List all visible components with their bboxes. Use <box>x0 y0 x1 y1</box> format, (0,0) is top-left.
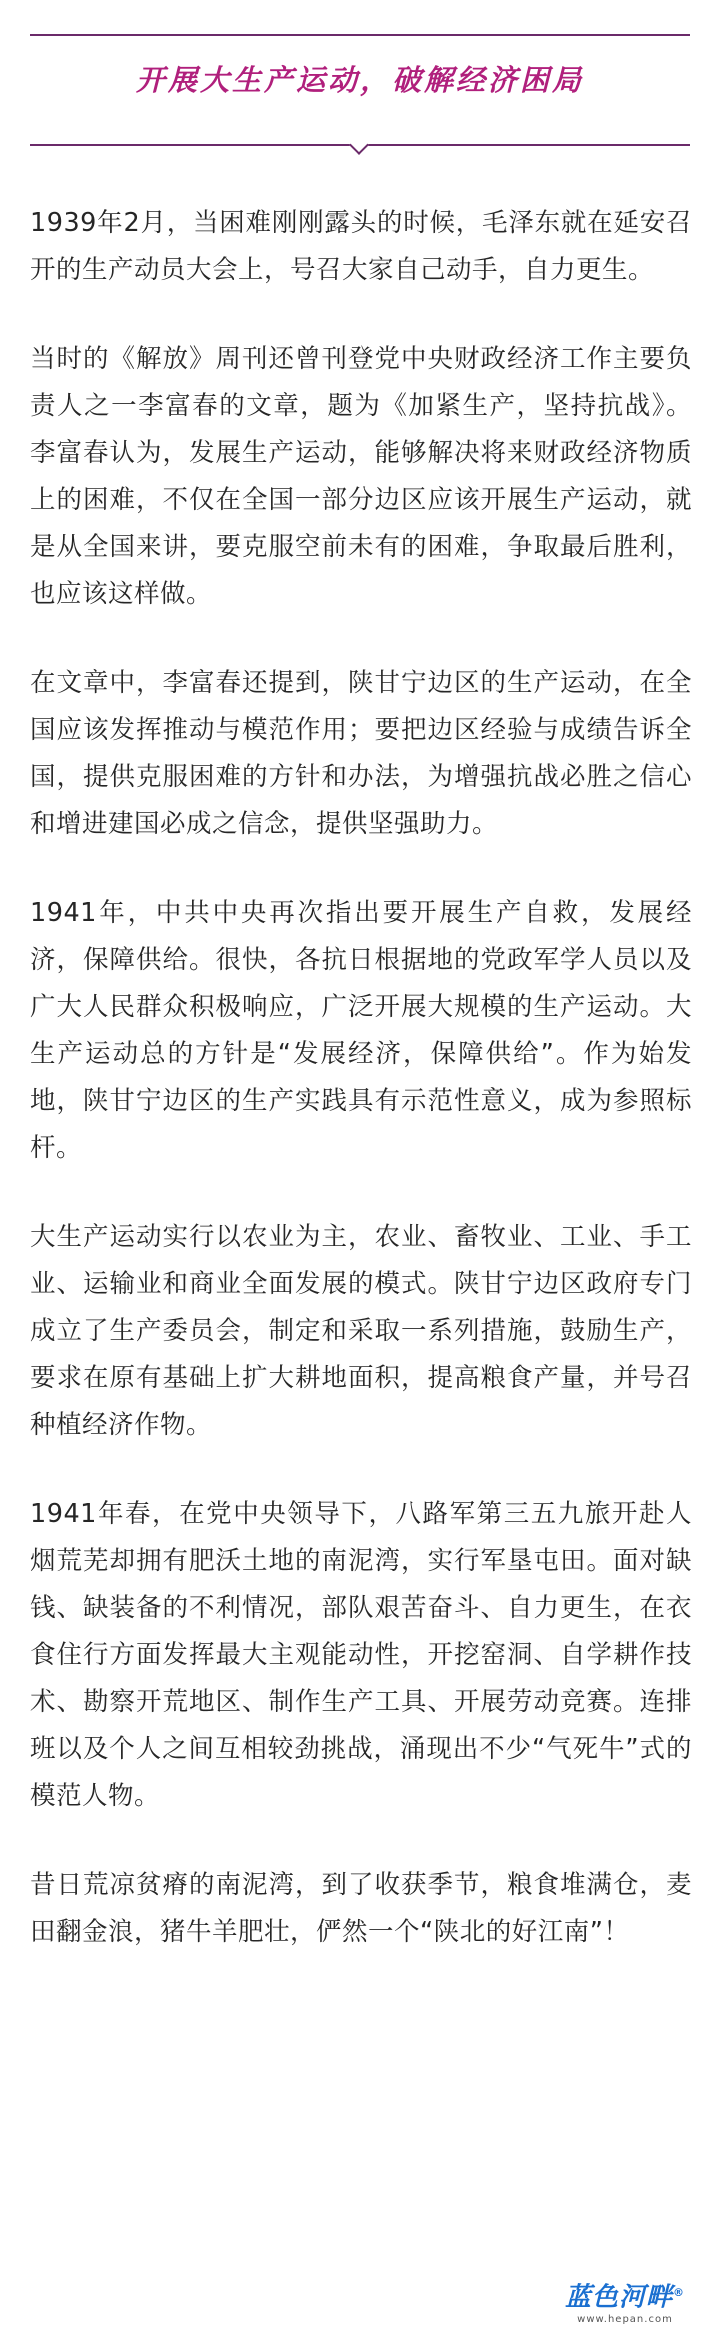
watermark-url: www.hepan.com <box>577 2313 673 2325</box>
header-notch-icon <box>349 135 369 155</box>
paragraph-4: 1941年，中共中央再次指出要开展生产自救，发展经济，保障供给。很快，各抗日根据地的党政军学人员以及广大人民群众积极响应，广泛开展大规模的生产运动。大生产运动总的方针是“发展经济，保障供给”。作为始发地，陕甘宁边区的生产实践具有示范性意义，成为参照标杆。 <box>30 898 692 1163</box>
paragraph-3: 在文章中，李富春还提到，陕甘宁边区的生产运动，在全国应该发挥推动与模范作用；要把边区经验与成绩告诉全国，提供克服困难的方针和办法，为增强抗战必胜之信心和增进建国必成之信念，提供坚强助力。 <box>30 668 692 839</box>
paragraph-1: 1939年2月，当困难刚刚露头的时候，毛泽东就在延安召开的生产动员大会上，号召大家自己动手，自力更生。 <box>30 208 692 285</box>
paragraph-6: 1941年春，在党中央领导下，八路军第三五九旅开赴人烟荒芜却拥有肥沃土地的南泥湾，实行军垦屯田。面对缺钱、缺装备的不利情况，部队艰苦奋斗、自力更生，在衣食住行方面发挥最大主观能动性，开挖窑洞、自学耕作技术、勘察开荒地区、制作生产工具、开展劳动竞赛。连排班以及个人之间互相较劲挑战，涌现出不少“气死牛”式的模范人物。 <box>30 1499 692 1811</box>
article-body <box>30 200 692 1998</box>
article-header <box>30 34 690 146</box>
paragraph-2: 当时的《解放》周刊还曾刊登党中央财政经济工作主要负责人之一李富春的文章，题为《加紧生产，坚持抗战》。李富春认为，发展生产运动，能够解决将来财政经济物质上的困难，不仅在全国一部分边区应该开展生产运动，就是从全国来讲，要克服空前未有的困难，争取最后胜利，也应该这样做。 <box>30 344 692 609</box>
site-watermark-logo <box>550 2278 700 2330</box>
watermark-text: 蓝色河畔® <box>564 2282 685 2313</box>
registered-mark-icon: ® <box>673 2286 685 2299</box>
paragraph-7: 昔日荒凉贫瘠的南泥湾，到了收获季节，粮食堆满仓，麦田翻金浪，猪牛羊肥壮，俨然一个“陕北的好江南”！ <box>30 1870 692 1947</box>
paragraph-5: 大生产运动实行以农业为主，农业、畜牧业、工业、手工业、运输业和商业全面发展的模式。陕甘宁边区政府专门成立了生产委员会，制定和采取一系列措施，鼓励生产，要求在原有基础上扩大耕地面积，提高粮食产量，并号召种植经济作物。 <box>30 1222 692 1440</box>
section-title: 开展大生产运动，破解经济困局 <box>135 63 584 97</box>
header-top-rule <box>30 34 690 36</box>
